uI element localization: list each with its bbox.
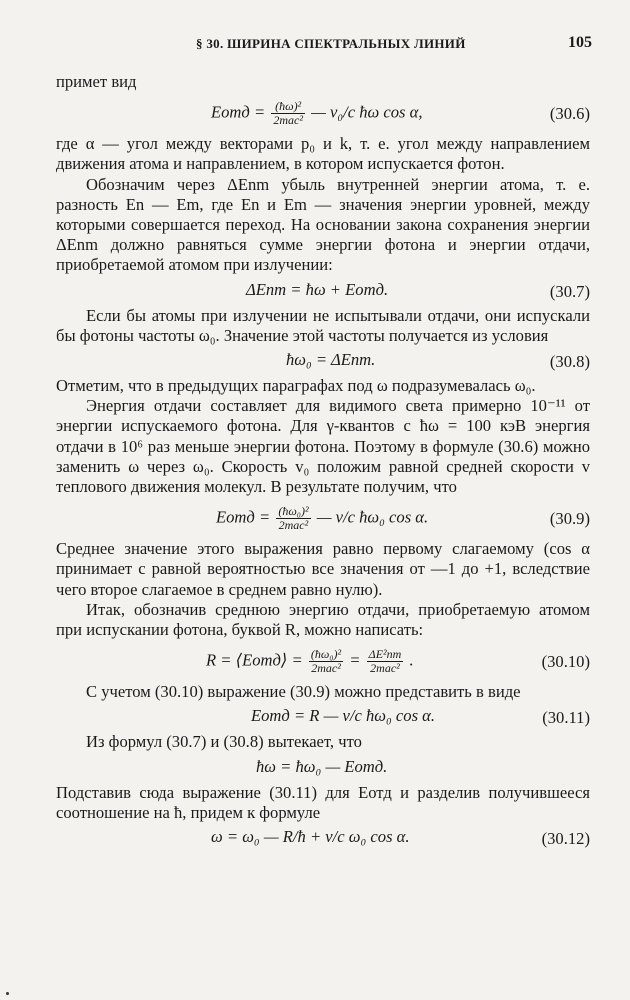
equation-30-10 [56, 644, 590, 678]
eq-expr: Eотд = R — v/c ħω₀ cos α. [251, 706, 436, 726]
eq-expr: ω = ω₀ — R/ħ + v/c ω₀ cos α. [211, 827, 410, 847]
eq-fraction: $\frac{\text{ΔE²nm}}{\text{2mac²}}$ [368, 647, 402, 676]
eq-expr: ħω = ħω₀ — Eотд. [256, 756, 388, 776]
eq-lhs: Eотд = [216, 507, 271, 527]
page-body [56, 72, 590, 853]
equation-number: (30.9) [549, 509, 590, 529]
paragraph: Энергия отдачи составляет для видимого света примерно 10⁻¹¹ от энергии испускаемого фотона. Для γ-квантов с ħω = 100 кэВ энергия отдачи в 10⁶ раз меньше энергии фотона. Поэтому в формуле (30.6) можно заменить ω через ω₀. Скорость v₀ положим равной средней скорости v теплового движения молекул. В результате получим, что [56, 396, 590, 497]
eq-rest: — v₀/c ħω cos α, [311, 102, 423, 122]
paragraph: примет вид [56, 72, 137, 91]
equation-number: (30.7) [549, 281, 590, 301]
eq-lhs: Eотд = [211, 102, 266, 122]
eq-lhs: R = ⟨Eотд⟩ = [206, 650, 303, 670]
print-speck [6, 992, 9, 995]
eq-fraction: $\frac{\text{(ħω)²}}{\text{2mac²}}$ [273, 99, 303, 128]
equation-number: (30.11) [542, 708, 590, 728]
eq-expr: ΔEnm = ħω + Eотд. [246, 279, 389, 299]
equation-30-7 [56, 280, 590, 302]
paragraph: Из формул (30.7) и (30.8) вытекает, что [86, 732, 362, 752]
eq-mid: = [349, 650, 361, 670]
eq-rest: — v/c ħω₀ cos α. [316, 507, 429, 527]
equation-30-11 [56, 706, 590, 728]
equation-number: (30.12) [541, 829, 590, 849]
equation-30-9 [56, 501, 590, 535]
equation-30-8 [56, 350, 590, 372]
paragraph: Итак, обозначив среднюю энергию отдачи, приобретаемую атомом при испускании фотона, буквой R, можно написать: [56, 599, 590, 640]
eq-fraction: $\frac{\text{(ħω₀)²}}{\text{2mac²}}$ [310, 647, 342, 676]
paragraph: Подставив сюда выражение (30.11) для Eотд и разделив получившееся соотношение на ħ, придем к формуле [56, 782, 590, 822]
equation-number: (30.6) [549, 104, 590, 124]
equation-30-6 [56, 96, 590, 130]
paragraph: Если бы атомы при излучении не испытывали отдачи, они испускали бы фотоны частоты ω₀. Значение этой частоты получается из условия [56, 305, 590, 345]
eq-fraction: $\frac{\text{(ħω₀)²}}{\text{2mac²}}$ [278, 504, 309, 533]
running-header [56, 36, 592, 56]
equation-number: (30.10) [541, 652, 590, 672]
paragraph: Отметим, что в предыдущих параграфах под ω подразумевалась ω₀. [56, 376, 536, 396]
equation-unnumbered [56, 757, 590, 779]
paragraph: Среднее значение этого выражения равно первому слагаемому (cos α принимает с равной вероятностью все значения от —1 до +1, вследствие чего второе слагаемое в среднем равно нулю). [56, 539, 590, 599]
eq-end: . [409, 650, 414, 670]
equation-number: (30.8) [549, 352, 590, 372]
paragraph: Обозначим через ΔEnm убыль внутренней энергии атома, т. е. разность En — Em, где En и Em — значения энергии уровней, между которыми совершается переход. На основании закона сохранения энергии ΔEnm должно равняться сумме энергии фотона и энергии отдачи, приобретаемой атомом при излучении: [56, 174, 590, 275]
section-title: § 30. ШИРИНА СПЕКТРАЛЬНЫХ ЛИНИЙ [196, 36, 466, 51]
eq-expr: ħω₀ = ΔEnm. [286, 350, 376, 370]
paragraph: С учетом (30.10) выражение (30.9) можно представить в виде [86, 682, 521, 702]
paragraph: где α — угол между векторами p₀ и k, т. е. угол между направлением движения атома и направлением, в котором испускается фотон. [56, 134, 590, 174]
equation-30-12 [56, 827, 590, 849]
page-number: 105 [568, 34, 592, 51]
